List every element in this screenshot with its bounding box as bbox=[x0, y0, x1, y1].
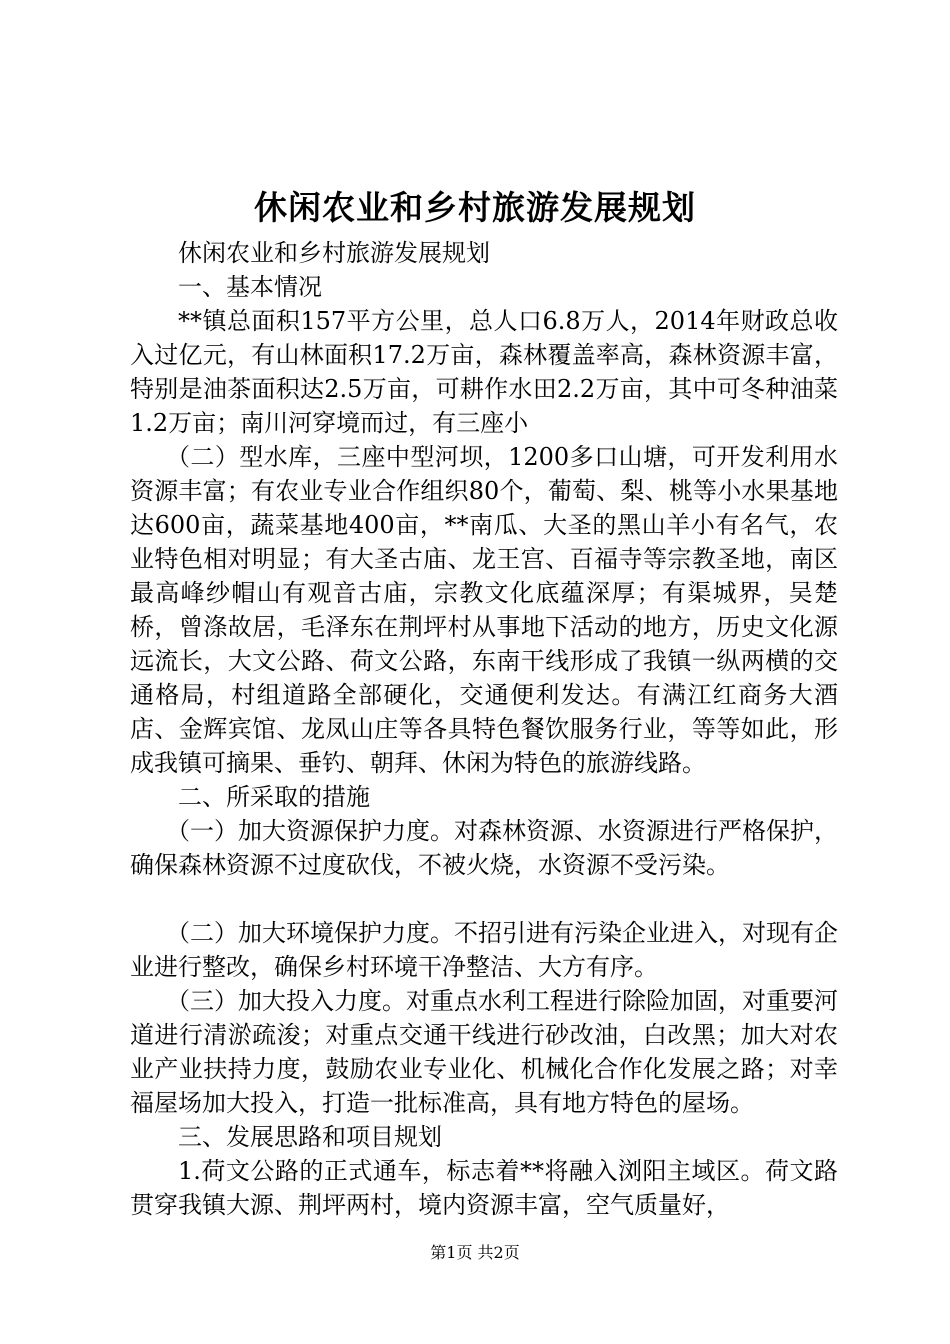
body-paragraph: （一）加大资源保护力度。对森林资源、水资源进行严格保护，确保森林资源不过度砍伐，不被火烧，水资源不受污染。 bbox=[130, 817, 838, 879]
body-paragraph-subtitle: 休闲农业和乡村旅游发展规划 bbox=[178, 239, 490, 267]
section-heading-development-plan: 三、发展思路和项目规划 bbox=[178, 1123, 442, 1151]
body-paragraph: （二）型水库，三座中型河坝，1200多口山塘，可开发利用水资源丰富；有农业专业合作组织80个，葡萄、梨、桃等小水果基地达600亩，蔬菜基地400亩，**南瓜、大圣的黑山羊小有名气，农业特色相对明显；有大圣古庙、龙王宫、百福寺等宗教圣地，南区最高峰纱帽山有观音古庙，宗教文化底蕴深厚；有渠城界，吴楚桥，曾涤故居，毛泽东在荆坪村从事地下活动的地方，历史文化源远流长，大文公路、荷文公路，东南干线形成了我镇一纵两横的交通格局，村组道路全部硬化，交通便利发达。有满江红商务大酒店、金辉宾馆、龙凤山庄等各具特色餐饮服务行业，等等如此，形成我镇可摘果、垂钓、朝拜、休闲为特色的旅游线路。 bbox=[130, 443, 838, 777]
section-heading-measures: 二、所采取的措施 bbox=[178, 783, 370, 811]
body-paragraph: （二）加大环境保护力度。不招引进有污染企业进入，对现有企业进行整改，确保乡村环境干净整洁、大方有序。 bbox=[130, 919, 838, 981]
page-footer: 第1页 共2页 bbox=[430, 1243, 520, 1262]
document-title: 休闲农业和乡村旅游发展规划 bbox=[254, 188, 696, 227]
body-paragraph: 1.荷文公路的正式通车，标志着**将融入浏阳主域区。荷文路贯穿我镇大源、荆坪两村，境内资源丰富，空气质量好， bbox=[130, 1157, 838, 1219]
body-paragraph: **镇总面积157平方公里，总人口6.8万人，2014年财政总收入过亿元，有山林面积17.2万亩，森林覆盖率高，森林资源丰富，特别是油茶面积达2.5万亩，可耕作水田2.2万亩，其中可冬种油菜1.2万亩；南川河穿境而过，有三座小 bbox=[130, 307, 838, 437]
body-paragraph: （三）加大投入力度。对重点水利工程进行除险加固，对重要河道进行清淤疏浚；对重点交通干线进行砂改油，白改黑；加大对农业产业扶持力度，鼓励农业专业化、机械化合作化发展之路；对幸福屋场加大投入，打造一批标准高，具有地方特色的屋场。 bbox=[130, 987, 838, 1117]
document-body bbox=[130, 236, 838, 1222]
section-heading-basic-situation: 一、基本情况 bbox=[178, 273, 322, 301]
paragraph-spacer bbox=[130, 882, 838, 916]
